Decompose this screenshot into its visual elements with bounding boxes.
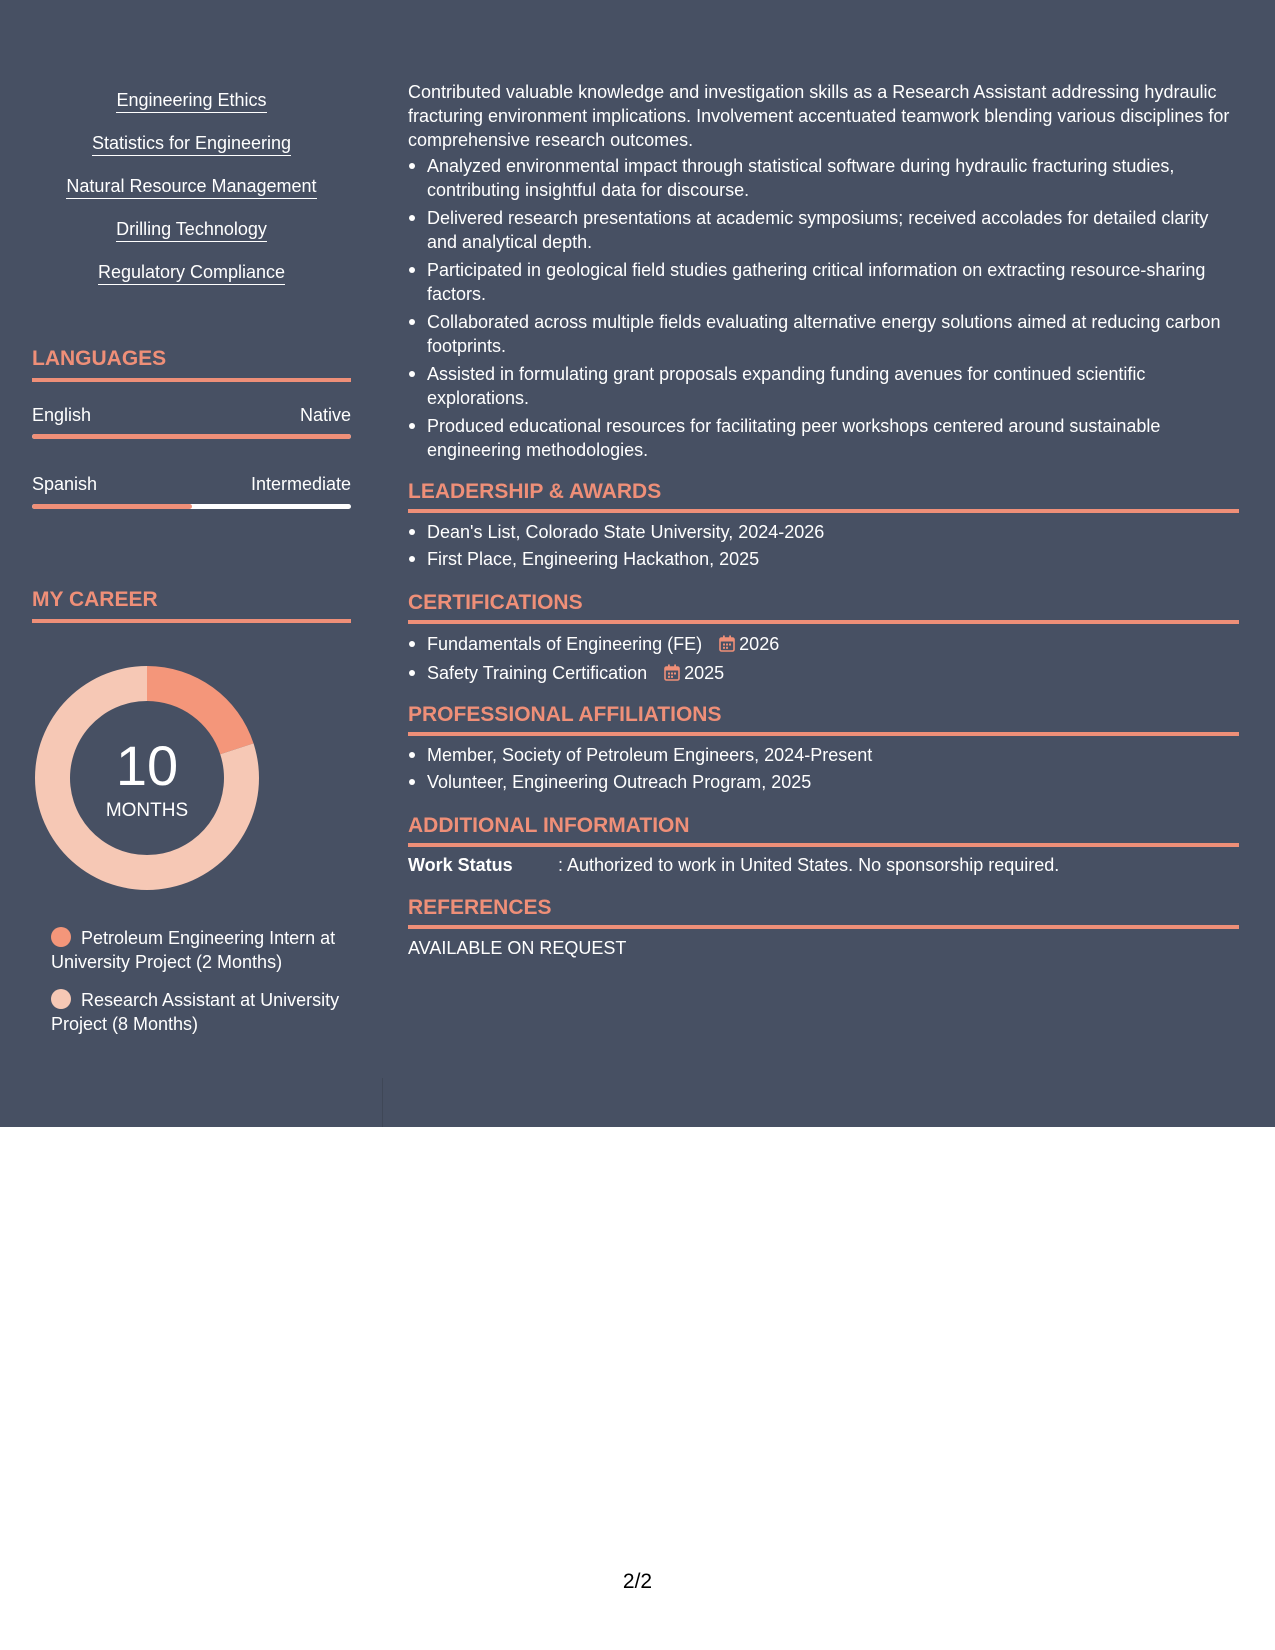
certification-year: 2026: [739, 634, 780, 654]
list-item: Assisted in formulating grant proposals expanding funding avenues for continued scientific explorations.: [408, 362, 1239, 410]
legend-label: Research Assistant at University Project (8 Months): [51, 990, 340, 1034]
experience-bullets: [408, 154, 1239, 466]
work-status-row: [408, 853, 1239, 877]
language-bar-spanish: [32, 504, 351, 509]
certification-name: Safety Training Certification: [427, 663, 648, 683]
career-total-value: 10: [115, 734, 179, 797]
page-number: 2/2: [622, 1570, 653, 1593]
additional-info-heading: ADDITIONAL INFORMATION: [408, 813, 1239, 847]
career-heading: MY CAREER: [32, 587, 351, 623]
references-heading: REFERENCES: [408, 895, 1239, 929]
list-item: Produced educational resources for facilitating peer workshops centered around sustainable engineering methodologies.: [408, 414, 1239, 462]
certifications-heading: CERTIFICATIONS: [408, 590, 1239, 624]
language-row-english: [32, 404, 351, 426]
list-item: Member, Society of Petroleum Engineers, 2024-Present: [408, 743, 1239, 767]
list-item: First Place, Engineering Hackathon, 2025: [408, 547, 1239, 571]
legend-label: Petroleum Engineering Intern at University Project (2 Months): [51, 928, 336, 972]
leadership-list: [408, 520, 1239, 574]
list-item: [408, 661, 1239, 687]
language-name: English: [32, 405, 92, 425]
course-link[interactable]: Regulatory Compliance: [98, 260, 285, 285]
course-link[interactable]: Statistics for Engineering: [92, 131, 291, 156]
work-status-label: Work Status: [408, 855, 513, 875]
column-divider: [382, 1078, 383, 1127]
course-link[interactable]: Engineering Ethics: [116, 88, 266, 113]
language-level: Intermediate: [250, 474, 351, 494]
affiliations-list: [408, 743, 1239, 797]
list-item: Dean's List, Colorado State University, 2024-2026: [408, 520, 1239, 544]
career-donut-chart: [35, 666, 259, 890]
list-item: [408, 632, 1239, 658]
career-legend-item: [51, 988, 341, 1036]
certification-name: Fundamentals of Engineering (FE): [427, 634, 703, 654]
certification-year: 2025: [684, 663, 725, 683]
course-list: [32, 88, 351, 303]
languages-heading: LANGUAGES: [32, 346, 351, 382]
experience-summary: Contributed valuable knowledge and investigation skills as a Research Assistant addressing hydraulic fracturing environment implications. Involvement accentuated teamwork blending various disciplines for comprehensive research outcomes.: [408, 82, 1230, 150]
language-level: Native: [299, 405, 351, 425]
legend-dot: [51, 927, 71, 947]
language-name: Spanish: [32, 474, 98, 494]
list-item: Delivered research presentations at academic symposiums; received accolades for detailed clarity and analytical depth.: [408, 206, 1239, 254]
course-link[interactable]: Drilling Technology: [116, 217, 267, 242]
legend-dot: [51, 989, 71, 1009]
list-item: Collaborated across multiple fields evaluating alternative energy solutions aimed at reducing carbon footprints.: [408, 310, 1239, 358]
language-bar-english: [32, 434, 351, 439]
calendar-icon: [719, 634, 735, 658]
language-bar-fill: [32, 434, 351, 439]
leadership-heading: LEADERSHIP & AWARDS: [408, 479, 1239, 513]
references-text: AVAILABLE ON REQUEST: [408, 938, 627, 958]
course-link[interactable]: Natural Resource Management: [66, 174, 316, 199]
list-item: Volunteer, Engineering Outreach Program, 2025: [408, 770, 1239, 794]
language-bar-fill: [32, 504, 192, 509]
affiliations-heading: PROFESSIONAL AFFILIATIONS: [408, 702, 1239, 736]
career-total-unit: MONTHS: [105, 800, 189, 821]
career-legend-item: [51, 926, 341, 974]
language-row-spanish: [32, 473, 351, 495]
list-item: Analyzed environmental impact through statistical software during hydraulic fracturing studies, contributing insightful data for discourse.: [408, 154, 1239, 202]
work-status-value: : Authorized to work in United States. No sponsorship required.: [558, 855, 1060, 875]
list-item: Participated in geological field studies gathering critical information on extracting resource-sharing factors.: [408, 258, 1239, 306]
certifications-list: [408, 632, 1239, 690]
calendar-icon: [664, 663, 680, 687]
